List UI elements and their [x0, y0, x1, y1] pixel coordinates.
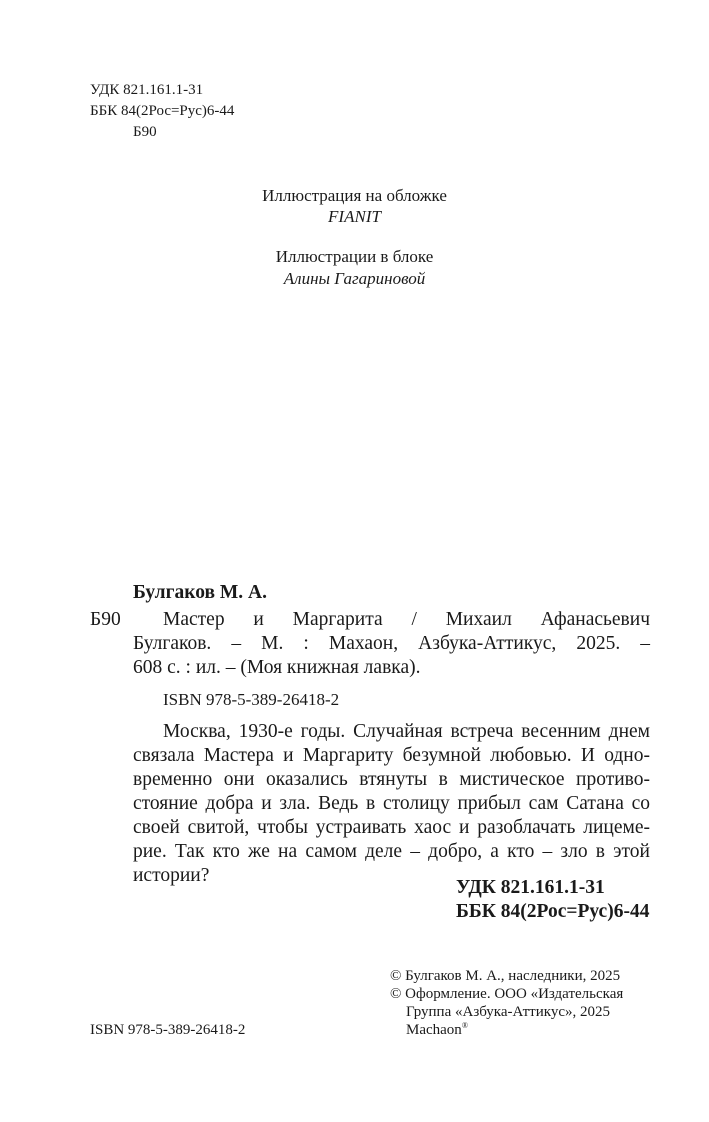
cover-illustration-artist: FIANIT: [328, 207, 381, 226]
block-illustration-artist: Алины Гагариновой: [283, 269, 426, 288]
author-mark: Б90: [90, 609, 121, 630]
udk-code-bottom: УДК 821.161.1-31: [456, 877, 605, 898]
annotation-line-7: истории?: [133, 865, 210, 886]
publisher-brand: Machaon: [406, 1022, 462, 1038]
copyright-line-3: Группа «Азбука-Аттикус», 2025: [406, 1004, 610, 1020]
annotation-line-1: Москва, 1930-е годы. Случайная встреча весенним днем: [163, 721, 650, 742]
bbk-code-top: ББК 84(2Рос=Рус)6-44: [90, 103, 235, 119]
registered-mark: ®: [461, 1021, 468, 1030]
isbn-record: ISBN 978-5-389-26418-2: [163, 690, 340, 709]
copyright-line-2: © Оформление. ООО «Издательская: [390, 986, 624, 1002]
annotation-line-3: временно они оказались втянуты в мистическое противо-: [133, 769, 650, 790]
description-line-3: 608 с. : ил. – (Моя книжная лавка).: [133, 657, 421, 678]
description-line-2: Булгаков. – М. : Махаон, Азбука-Аттикус, 2025. –: [133, 633, 650, 654]
author-mark-top: Б90: [133, 124, 157, 140]
author-heading: Булгаков М. А.: [133, 582, 267, 603]
description-line-1: Мастер и Маргарита / Михаил Афанасьевич: [163, 609, 650, 630]
cover-illustration-label: Иллюстрация на обложке: [262, 186, 447, 205]
annotation-line-2: связала Мастера и Маргариту безумной любовью. И одно-: [133, 745, 650, 766]
block-illustration-label: Иллюстрации в блоке: [275, 247, 434, 266]
copyright-line-4: [406, 1021, 468, 1040]
udk-code-top: УДК 821.161.1-31: [90, 82, 204, 98]
annotation-line-6: рие. Так кто же на самом деле – добро, а кто – зло в этой: [133, 841, 650, 862]
bbk-code-bottom: ББК 84(2Рос=Рус)6-44: [456, 901, 650, 922]
annotation-line-5: своей свитой, чтобы устраивать хаос и разоблачать лицеме-: [133, 817, 650, 838]
isbn-bottom: ISBN 978-5-389-26418-2: [90, 1022, 246, 1038]
annotation-line-4: стояние добра и зла. Ведь в столицу прибыл сам Сатана со: [133, 793, 650, 814]
copyright-line-1: © Булгаков М. А., наследники, 2025: [390, 968, 621, 984]
